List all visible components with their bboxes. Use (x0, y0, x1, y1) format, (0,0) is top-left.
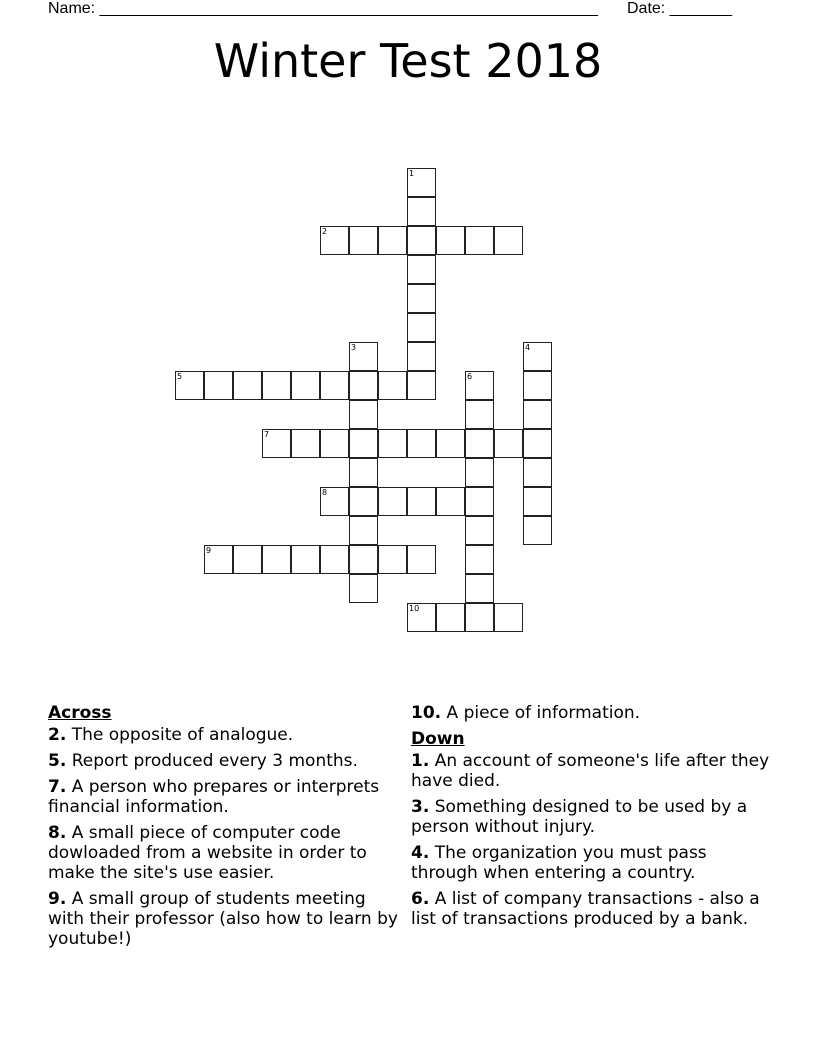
date-field[interactable]: Date: _______ (627, 0, 732, 17)
grid-cell[interactable] (407, 284, 436, 313)
grid-cell[interactable] (494, 226, 523, 255)
grid-cell[interactable] (465, 603, 494, 632)
clue-text: The opposite of analogue. (71, 725, 294, 745)
grid-cell[interactable] (291, 429, 320, 458)
clue-num: 1. (411, 751, 430, 771)
clue-num: 10. (411, 703, 442, 723)
grid-cell[interactable] (523, 487, 552, 516)
clue-number: 6 (467, 372, 473, 381)
grid-cell[interactable] (523, 516, 552, 545)
grid-cell[interactable] (349, 458, 378, 487)
clue-item (48, 725, 403, 745)
grid-cell[interactable] (465, 458, 494, 487)
grid-cell[interactable] (175, 371, 204, 400)
clue-number: 9 (206, 546, 212, 555)
grid-cell[interactable] (291, 371, 320, 400)
grid-cell[interactable] (465, 371, 494, 400)
grid-cell[interactable] (378, 487, 407, 516)
grid-cell[interactable] (204, 371, 233, 400)
grid-cell[interactable] (465, 545, 494, 574)
grid-cell[interactable] (407, 371, 436, 400)
grid-cell[interactable] (378, 545, 407, 574)
clue-number: 1 (409, 169, 415, 178)
grid-cell[interactable] (407, 226, 436, 255)
grid-cell[interactable] (436, 487, 465, 516)
grid-cell[interactable] (465, 516, 494, 545)
clue-item (411, 889, 776, 929)
grid-cell[interactable] (233, 371, 262, 400)
clue-column-right (411, 703, 776, 935)
grid-cell[interactable] (349, 487, 378, 516)
grid-cell[interactable] (349, 545, 378, 574)
grid-cell[interactable] (349, 371, 378, 400)
grid-cell[interactable] (233, 545, 262, 574)
grid-cell[interactable] (436, 429, 465, 458)
clue-text: Report produced every 3 months. (71, 751, 358, 771)
grid-cell[interactable] (407, 255, 436, 284)
grid-cell[interactable] (320, 226, 349, 255)
grid-cell[interactable] (320, 371, 349, 400)
grid-cell[interactable] (407, 197, 436, 226)
grid-cell[interactable] (407, 429, 436, 458)
grid-cell[interactable] (320, 545, 349, 574)
grid-cell[interactable] (407, 342, 436, 371)
clue-number: 7 (264, 430, 270, 439)
grid-cell[interactable] (494, 603, 523, 632)
grid-cell[interactable] (465, 400, 494, 429)
clue-text: Something designed to be used by a person without injury. (411, 797, 748, 837)
grid-cell[interactable] (378, 371, 407, 400)
clue-item (48, 777, 403, 817)
grid-cell[interactable] (523, 458, 552, 487)
grid-cell[interactable] (407, 545, 436, 574)
clue-num: 5. (48, 751, 67, 771)
clue-number: 5 (177, 372, 183, 381)
grid-cell[interactable] (407, 603, 436, 632)
clue-text: A list of company transactions - also a list of transactions produced by a bank. (411, 889, 760, 929)
clue-num: 7. (48, 777, 67, 797)
clue-text: The organization you must pass through when entering a country. (411, 843, 707, 883)
clue-num: 4. (411, 843, 430, 863)
clue-item (411, 751, 776, 791)
grid-cell[interactable] (262, 545, 291, 574)
clue-number: 3 (351, 343, 357, 352)
clue-num: 3. (411, 797, 430, 817)
grid-cell[interactable] (465, 226, 494, 255)
grid-cell[interactable] (320, 429, 349, 458)
clue-number: 8 (322, 488, 328, 497)
clue-item (48, 823, 403, 883)
clue-item (411, 797, 776, 837)
clue-num: 9. (48, 889, 67, 909)
grid-cell[interactable] (378, 226, 407, 255)
grid-cell[interactable] (407, 487, 436, 516)
grid-cell[interactable] (523, 371, 552, 400)
clue-number: 10 (409, 604, 420, 613)
clue-text: A small piece of computer code dowloaded from a website in order to make the site's use easier. (48, 823, 367, 883)
clue-num: 8. (48, 823, 67, 843)
grid-cell[interactable] (407, 168, 436, 197)
grid-cell[interactable] (349, 342, 378, 371)
down-heading: Down (411, 729, 465, 749)
clue-text: A piece of information. (446, 703, 641, 723)
grid-cell[interactable] (378, 429, 407, 458)
clue-item (411, 843, 776, 883)
grid-cell[interactable] (407, 313, 436, 342)
grid-cell[interactable] (494, 429, 523, 458)
grid-cell[interactable] (349, 516, 378, 545)
grid-cell[interactable] (523, 400, 552, 429)
grid-cell[interactable] (465, 487, 494, 516)
grid-cell[interactable] (349, 429, 378, 458)
name-field[interactable]: Name: ________________________________________________________ (48, 0, 598, 17)
grid-cell[interactable] (436, 226, 465, 255)
grid-cell[interactable] (349, 226, 378, 255)
grid-cell[interactable] (204, 545, 233, 574)
clue-item (48, 751, 403, 771)
clue-number: 4 (525, 343, 531, 352)
grid-cell[interactable] (465, 574, 494, 603)
clue-item (48, 889, 403, 949)
grid-cell[interactable] (523, 342, 552, 371)
clue-num: 2. (48, 725, 67, 745)
clue-item (411, 703, 776, 723)
grid-cell[interactable] (523, 429, 552, 458)
grid-cell[interactable] (291, 545, 320, 574)
grid-cell[interactable] (349, 400, 378, 429)
clue-text: An account of someone's life after they have died. (411, 751, 770, 791)
clue-text: A small group of students meeting with their professor (also how to learn by youtube!) (48, 889, 398, 949)
grid-cell[interactable] (262, 371, 291, 400)
grid-cell[interactable] (320, 487, 349, 516)
grid-cell[interactable] (262, 429, 291, 458)
clue-number: 2 (322, 227, 328, 236)
grid-cell[interactable] (465, 429, 494, 458)
grid-cell[interactable] (436, 603, 465, 632)
clue-text: A person who prepares or interprets financial information. (48, 777, 380, 817)
clue-num: 6. (411, 889, 430, 909)
grid-cell[interactable] (349, 574, 378, 603)
page-title: Winter Test 2018 (213, 34, 603, 88)
across-heading: Across (48, 703, 112, 723)
across-clues (48, 703, 403, 955)
